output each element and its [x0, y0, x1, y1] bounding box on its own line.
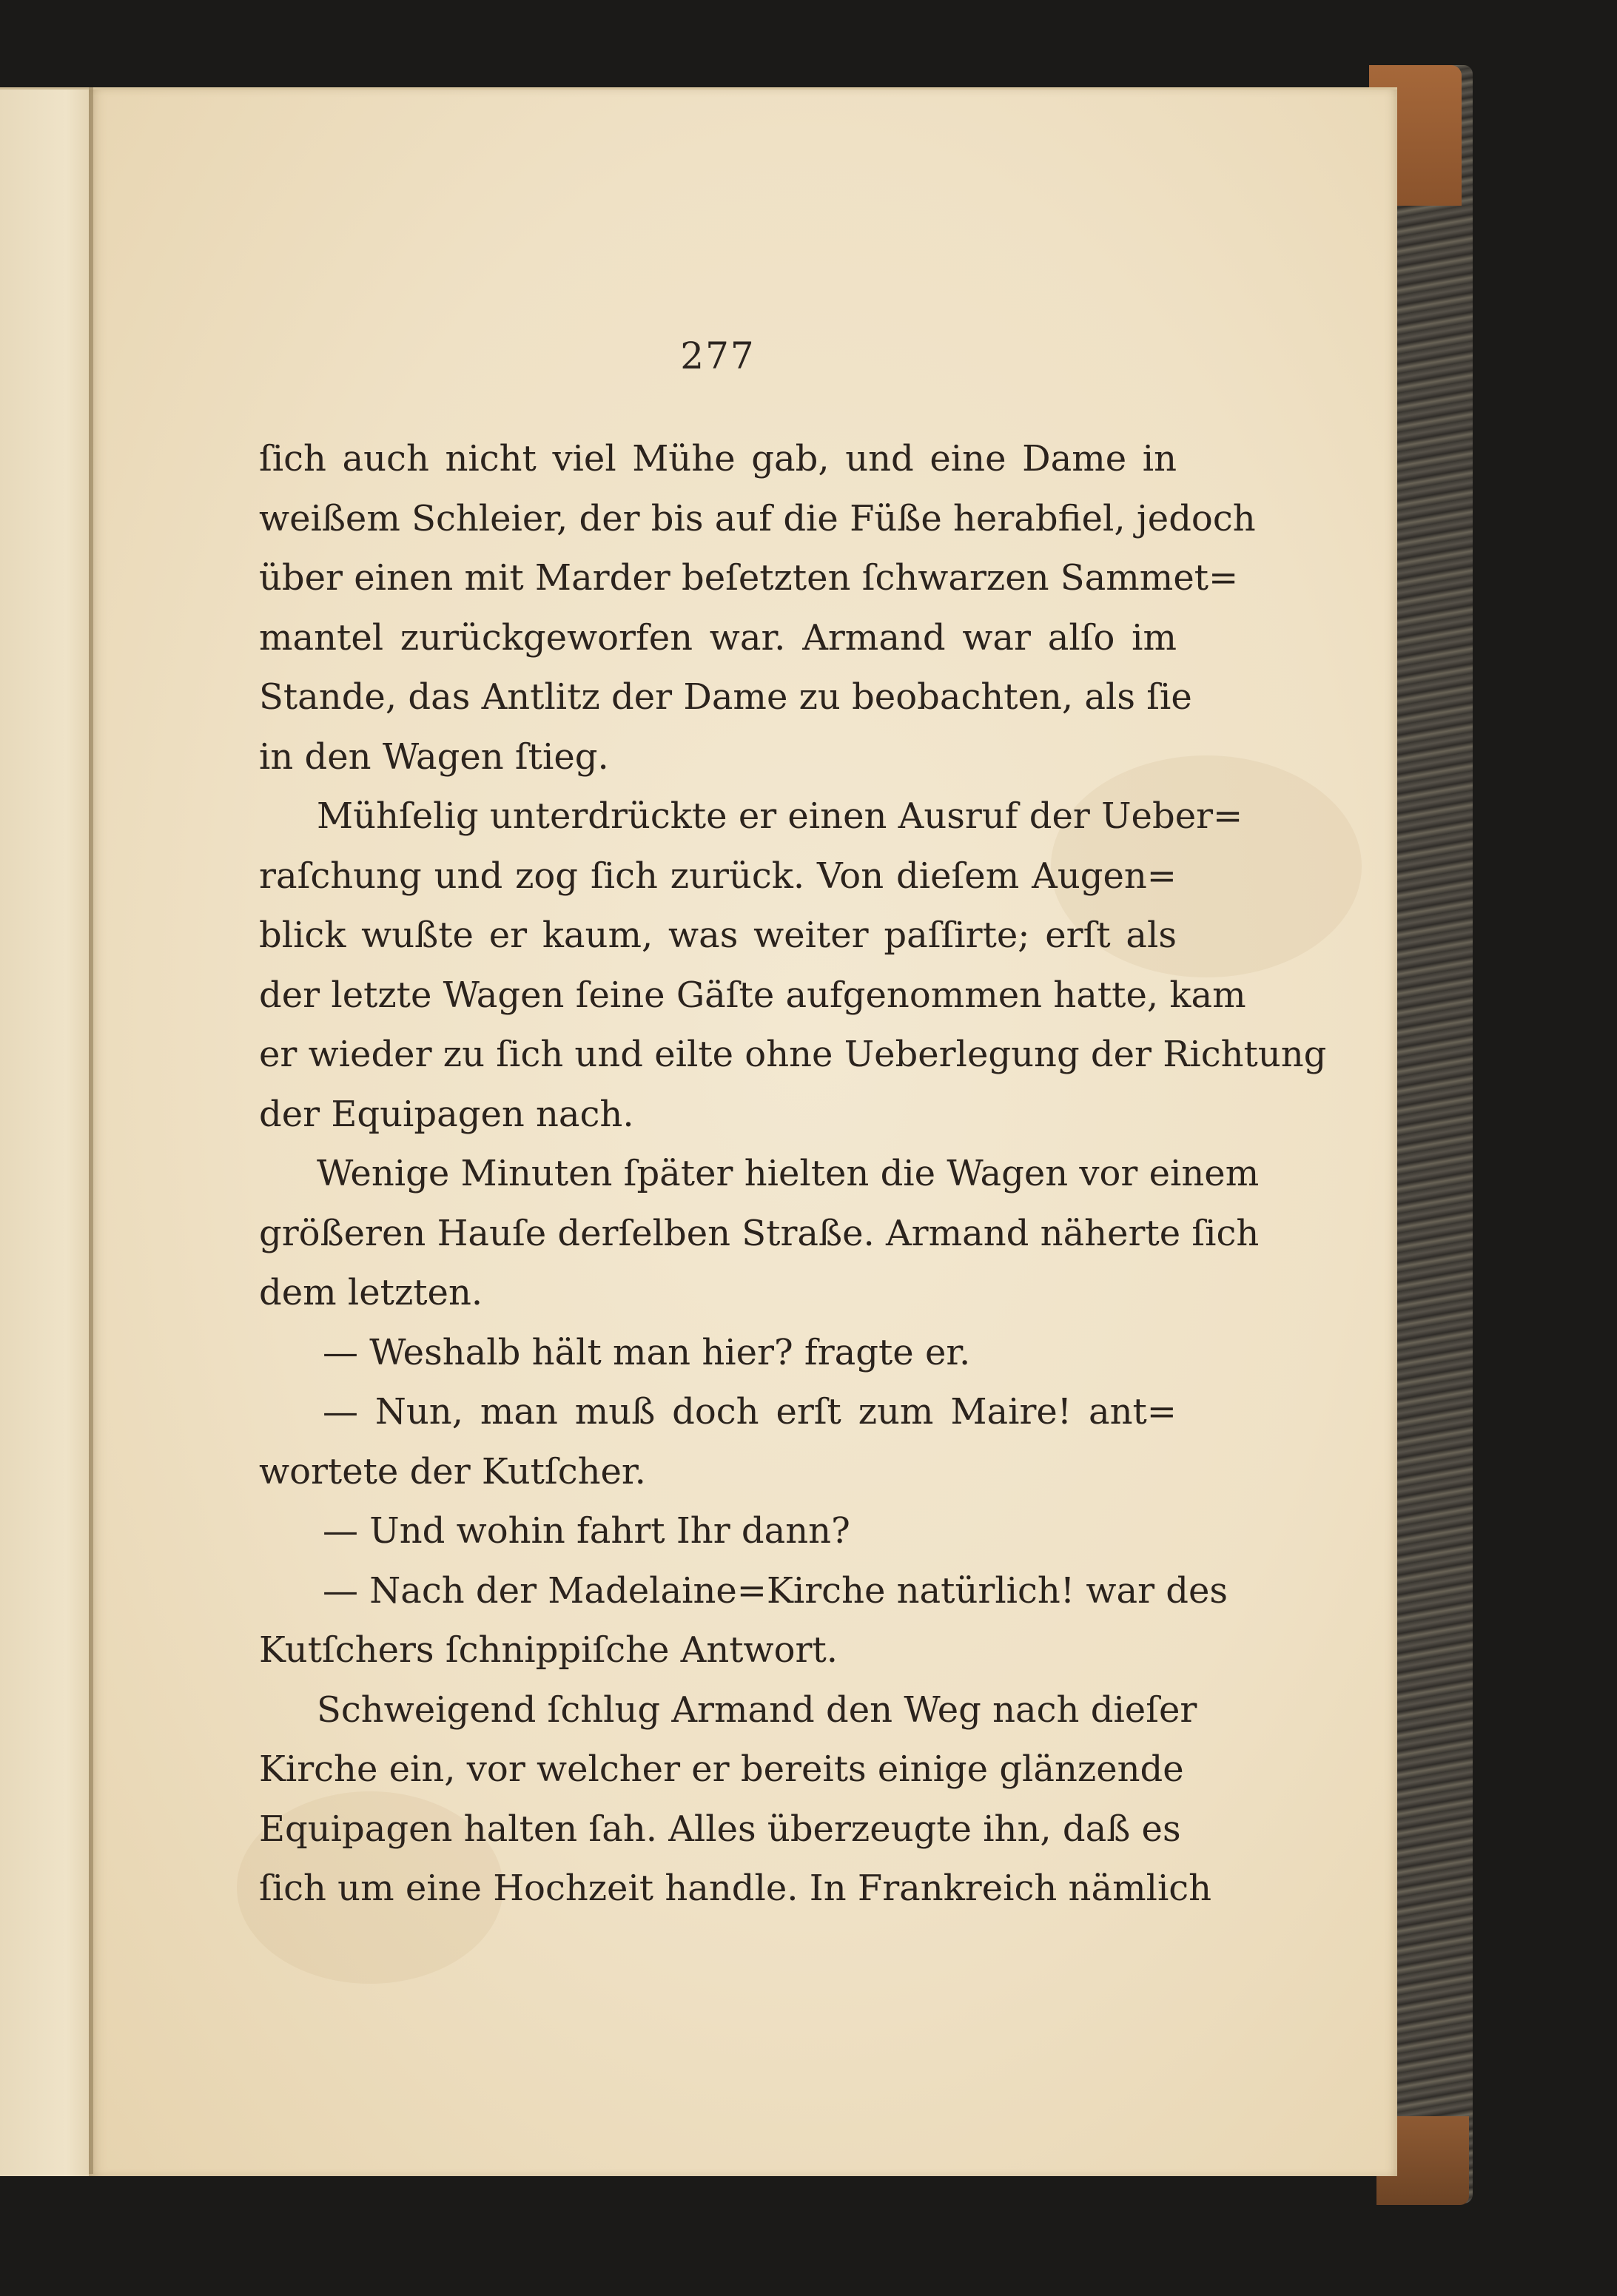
text-line: in den Wagen ſtieg.	[259, 735, 609, 778]
text-line: Schweigend ſchlug Armand den Weg nach dieſer	[317, 1689, 1197, 1731]
text-line: über einen mit Marder beſetzten ſchwarzen Sammet=	[259, 557, 1239, 599]
text-line: größeren Hauſe derſelben Straße. Armand näherte ſich	[259, 1212, 1260, 1254]
text-line: raſchung und zog ſich zurück. Von dieſem Augen=	[259, 855, 1177, 897]
text-line: weißem Schleier, der bis auf die Füße herabfiel, jedoch	[259, 497, 1256, 539]
text-line: blick wußte er kaum, was weiter paſſirte; erſt als	[259, 915, 1177, 956]
text-line: Stande, das Antlitz der Dame zu beobachten, als ſie	[259, 676, 1192, 718]
text-line: Wenige Minuten ſpäter hielten die Wagen vor einem	[317, 1153, 1260, 1194]
text-line: wortete der Kutſcher.	[259, 1450, 646, 1492]
text-line: der letzte Wagen ſeine Gäſte aufgenommen hatte, kam	[259, 974, 1246, 1016]
text-line: er wieder zu ſich und eilte ohne Ueberlegung der Richtung	[259, 1034, 1327, 1075]
text-line: Kutſchers ſchnippiſche Antwort.	[259, 1629, 838, 1671]
text-line: — Weshalb hält man hier? fragte er.	[323, 1331, 971, 1373]
text-line: — Nach der Madelaine=Kirche natürlich! war des	[323, 1569, 1228, 1612]
text-line: ſich auch nicht viel Mühe gab, und eine Dame in	[259, 438, 1177, 479]
text-line: Mühſelig unterdrückte er einen Ausruf der Ueber=	[317, 795, 1243, 837]
text-line: mantel zurückgeworfen war. Armand war alſo im	[259, 616, 1177, 659]
text-line: — Und wohin fahrt Ihr dann?	[323, 1510, 850, 1552]
text-line: — Nun, man muß doch erſt zum Maire! ant=	[323, 1391, 1177, 1433]
text-line: ſich um eine Hochzeit handle. In Frankreich nämlich	[259, 1868, 1212, 1909]
page-body-text	[259, 429, 1327, 1919]
page-gutter	[89, 87, 93, 2174]
page-number: 277	[680, 334, 756, 377]
text-line: der Equipagen nach.	[259, 1093, 634, 1135]
text-line: Kirche ein, vor welcher er bereits einige glänzende	[259, 1748, 1184, 1790]
text-line: Equipagen halten ſah. Alles überzeugte ihn, daß es	[259, 1808, 1181, 1850]
text-line: dem letzten.	[259, 1272, 483, 1313]
